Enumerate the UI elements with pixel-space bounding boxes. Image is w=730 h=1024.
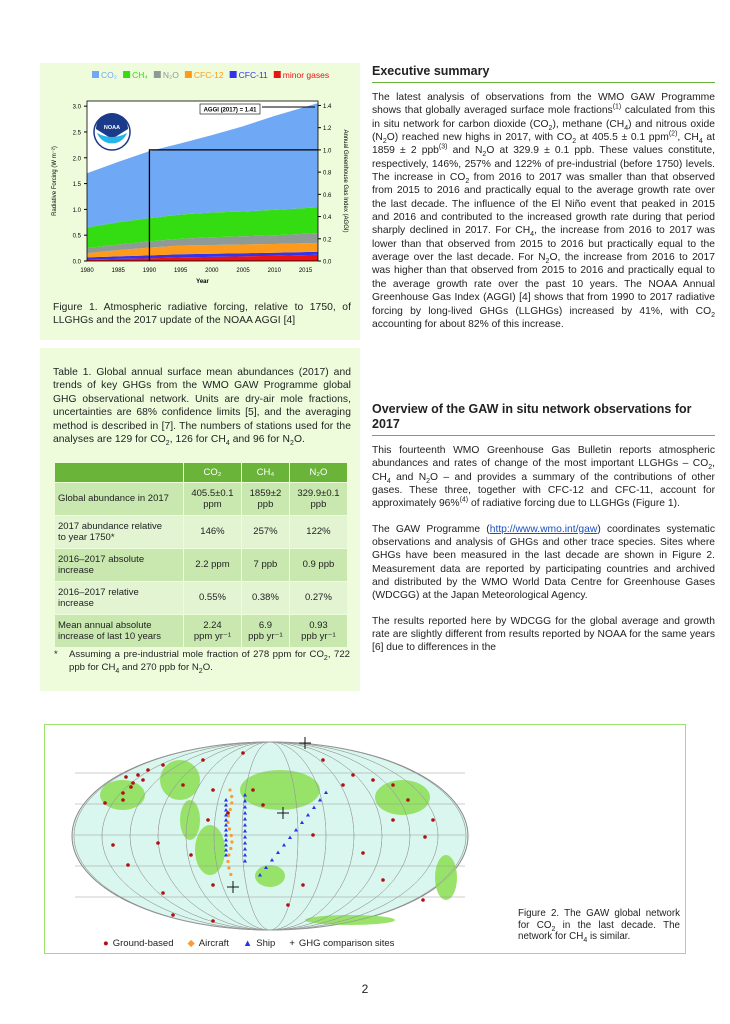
executive-summary-body <box>372 91 715 331</box>
text-segment: O. <box>293 434 305 446</box>
table-cell: 0.9 ppb <box>289 549 347 582</box>
ground-based-site <box>111 843 115 847</box>
ground-based-site <box>121 798 125 802</box>
y2-axis-label: Annual Greenhouse Gas Index (AGGI) <box>342 129 348 233</box>
ground-based-site <box>341 783 345 787</box>
table-header-row <box>55 463 348 483</box>
ground-based-site <box>181 783 185 787</box>
landmass <box>180 800 200 840</box>
aircraft-site <box>229 873 232 876</box>
y-axis-label: Radiative Forcing (W m⁻²) <box>52 146 58 216</box>
ground-based-site <box>211 919 215 923</box>
text-segment: 4 <box>698 138 703 146</box>
paragraph <box>372 444 715 511</box>
overview-body <box>372 444 715 655</box>
ground-based-site <box>131 781 135 785</box>
text-segment: The GAW Programme ( <box>372 523 490 535</box>
ground-based-site <box>371 778 375 782</box>
table-1-caption <box>53 366 351 446</box>
text-segment: (1) <box>612 103 622 111</box>
table-cell: 146% <box>183 516 241 549</box>
ground-based-site <box>211 788 215 792</box>
heading-rule <box>372 435 715 436</box>
ground-based-site <box>301 883 305 887</box>
ground-based-site <box>146 768 150 772</box>
text-segment: 4 <box>225 440 230 448</box>
x-axis-label: Year <box>196 279 209 285</box>
ground-based-site <box>126 863 130 867</box>
legend-label: CFC-12 <box>193 70 224 80</box>
text-segment: (4) <box>459 496 469 504</box>
landmass <box>195 825 225 875</box>
table-cell: 0.27% <box>289 582 347 615</box>
ground-based-site <box>361 851 365 855</box>
ground-based-site <box>136 773 140 777</box>
col-n2o: N₂O <box>289 463 347 483</box>
text-segment: 4 <box>386 477 391 485</box>
text-segment: at 405.5 ± 0.1 ppm <box>576 132 669 144</box>
text-segment: , CH <box>372 458 715 483</box>
legend-label: CH₄ <box>132 70 148 80</box>
table-cell: 2.24 ppm yr⁻¹ <box>183 615 241 648</box>
ground-based-site <box>421 898 425 902</box>
aircraft-site <box>229 847 232 850</box>
text-segment: 2 <box>198 667 203 675</box>
text-segment: from 2016 to 2017 was smaller than that observed from 2015 to 2016 and practically equal to the average growth rate over the last decade. The influence of the El Niño event that peaked in 2015 and 2016 and contributed to the increased growth rate during that period sharply declined in 2017. For CH <box>372 172 715 237</box>
ghg-abundance-table <box>54 462 348 648</box>
footnote-text <box>54 649 350 674</box>
row-label: 2016–2017 relative increase <box>55 582 184 615</box>
legend-item <box>103 938 173 949</box>
table-row <box>55 582 348 615</box>
text-segment: Figure 2. The GAW global network for CO <box>518 908 680 931</box>
landmass <box>375 780 430 815</box>
row-label: 2016–2017 absolute increase <box>55 549 184 582</box>
table-row <box>55 615 348 648</box>
executive-summary-heading: Executive summary <box>372 64 490 78</box>
figure-1-box <box>40 63 360 340</box>
map-legend <box>103 938 394 949</box>
y2-tick-label: 1.2 <box>323 126 332 133</box>
legend-swatch <box>154 71 161 78</box>
table-row <box>55 549 348 582</box>
legend-item <box>289 938 394 949</box>
text-segment: is similar. <box>587 931 631 942</box>
aircraft-site <box>226 860 229 863</box>
table-cell: 257% <box>242 516 290 549</box>
text-segment: 2 <box>382 138 387 146</box>
ship-marker-icon: ▲ <box>242 938 253 949</box>
ground-based-site <box>391 818 395 822</box>
ground-based-site <box>431 818 435 822</box>
text-segment: 2 <box>545 258 550 266</box>
ground-based-site <box>103 801 107 805</box>
text-segment: O – and provides a summary of the contributions of other gases. These three, together with CFC-12 and CFC-11, account for approximately 96% <box>372 471 715 510</box>
text-segment: and 270 ppb for N <box>119 661 199 673</box>
row-label: Mean annual absolute increase of last 10 years <box>55 615 184 648</box>
text-segment: O) reached new highs in 2017, with CO <box>386 132 573 144</box>
text-segment: , 126 for CH <box>169 434 226 446</box>
ground-based-site <box>241 751 245 755</box>
heading-rule <box>372 82 715 83</box>
text-segment: ), methane (CH <box>552 118 625 130</box>
radiative-forcing-chart <box>40 63 360 293</box>
text-segment: and 96 for N <box>229 434 290 446</box>
figure-2-caption <box>518 908 680 943</box>
ground-based-site <box>351 773 355 777</box>
text-segment: ) coordinates systematic observations and analysis of GHGs and other trace species. Sites where GHGs have been measured in the last decade are shown in Figure 2. Measurement data are reported by participating countries and archived and distributed by the WMO World Data Centre for Greenhouse Gases (WDCGG) at the Japan Meteorological Agency. <box>372 523 715 602</box>
text-segment: 2 <box>548 124 553 132</box>
text-segment: 2 <box>323 654 328 662</box>
paragraph <box>372 615 715 655</box>
text-segment: 2 <box>289 440 294 448</box>
text-segment: (3) <box>438 143 448 151</box>
text-segment: of radiative forcing due to LLGHGs (Figure 1). <box>468 498 680 510</box>
text-segment: O. <box>202 661 213 673</box>
ground-based-site <box>206 818 210 822</box>
row-label: Global abundance in 2017 <box>55 483 184 516</box>
text-segment: O, the increase from 2016 to 2017 was higher than that observed from 2015 to 2016 and practically equal to the average growth rate over the past 10 years. The NOAA Annual Greenhouse Gas Index (AGGI) [4] shows that from 1990 to 2017 radiative forcing by long-lived GHGs (LLGHGs) increased by 41%, with CO <box>372 252 715 317</box>
gaw-network-map <box>45 725 495 935</box>
y2-tick-label: 0.8 <box>323 170 332 177</box>
table-1-box <box>40 348 360 691</box>
table-cell: 0.38% <box>242 582 290 615</box>
x-tick-label: 2000 <box>205 268 219 274</box>
text-segment: The latest analysis of observations from the WMO GAW Programme shows that globally averaged surface mole fractions <box>372 92 715 117</box>
aggi-annotation: AGGI (2017) = 1.41 <box>203 107 257 114</box>
text-segment: 4 <box>583 936 588 944</box>
y2-tick-label: 0.6 <box>323 192 332 199</box>
figure-1-caption: Figure 1. Atmospheric radiative forcing, relative to 1750, of LLGHGs and the 2017 update of the NOAA AGGI [4] <box>53 302 351 327</box>
text-segment: 4 <box>115 667 120 675</box>
legend-item <box>243 938 275 949</box>
y-tick-label: 0.0 <box>72 259 81 266</box>
table-footnote <box>54 649 350 674</box>
overview-section <box>372 402 715 655</box>
text-segment: 2 <box>551 925 556 933</box>
y-tick-label: 1.5 <box>72 182 81 189</box>
x-tick-label: 1990 <box>142 268 157 274</box>
table-cell: 405.5±0.1 ppm <box>183 483 241 516</box>
text-segment: at 1859 ± 2 ppb <box>372 132 715 157</box>
aircraft-site <box>230 795 233 798</box>
legend-label: N₂O <box>162 70 179 80</box>
page-number: 2 <box>361 982 369 996</box>
ground-based-site <box>161 763 165 767</box>
row-label: 2017 abundance relative to year 1750* <box>55 516 184 549</box>
aircraft-site <box>228 827 231 830</box>
text-segment: 2 <box>708 464 713 472</box>
legend-swatch <box>92 71 99 78</box>
text-segment: and N <box>447 145 483 157</box>
figure-2-box <box>44 724 686 954</box>
table-cell: 2.2 ppm <box>183 549 241 582</box>
y2-tick-label: 0.0 <box>323 259 332 266</box>
table-cell: 0.93 ppb yr⁻¹ <box>289 615 347 648</box>
text-segment: This fourteenth WMO Greenhouse Gas Bulletin reports atmospheric abundances and rates of change of the most important LLGHGs – CO <box>372 445 715 470</box>
ground-based-site <box>286 903 290 907</box>
text-segment: calculated from this in situ network for carbon dioxide (CO <box>372 105 715 130</box>
text-segment: 4 <box>624 124 629 132</box>
ground-based-site <box>156 841 160 845</box>
table-cell: 329.9±0.1 ppb <box>289 483 347 516</box>
y-tick-label: 2.0 <box>72 156 81 163</box>
text-segment: , the increase from 2016 to 2017 was lower than that observed from 2015 to 2016 but practically equal to the average over the last decade. For N <box>372 225 715 264</box>
ground-based-site <box>189 853 193 857</box>
y-tick-label: 3.0 <box>72 104 81 111</box>
y2-tick-label: 0.2 <box>323 237 332 244</box>
legend-label: GHG comparison sites <box>298 938 395 949</box>
gaw-link[interactable]: http://www.wmo.int/gaw <box>489 523 598 535</box>
legend-swatch <box>185 71 192 78</box>
text-segment: (2) <box>668 130 678 138</box>
ground-based-site <box>423 835 427 839</box>
x-tick-label: 2005 <box>236 268 250 274</box>
noaa-logo <box>94 113 130 150</box>
ground-based-site <box>381 878 385 882</box>
text-segment: , 722 ppb for CH <box>69 649 350 673</box>
ground-based-site <box>251 788 255 792</box>
text-segment: 4 <box>530 231 535 239</box>
x-tick-label: 2015 <box>298 268 313 274</box>
text-segment: The results reported here by WDCGG for the global average and growth rate are slightly different from results reported by NOAA for the same years [6] due to differences in the <box>372 615 715 654</box>
table-cell: 1859±2 ppb <box>242 483 290 516</box>
svg-text:NOAA: NOAA <box>103 125 121 131</box>
text-segment: 2 <box>482 151 487 159</box>
ground-based-site <box>311 833 315 837</box>
table-row <box>55 483 348 516</box>
text-segment: in the last decade. The network for CH <box>518 919 680 942</box>
legend-label: CFC-11 <box>238 70 268 80</box>
legend-item <box>187 938 228 949</box>
text-segment: 2 <box>711 311 715 319</box>
ground-based-site <box>226 811 230 815</box>
legend-label: Ground-based <box>112 938 174 949</box>
ghg-comparison-sites-marker-icon: + <box>289 938 295 949</box>
text-segment: Table 1. Global annual surface mean abundances (2017) and trends of key GHGs from the WMO GAW Programme global GHG observational network. Units are dry-air mole fractions, uncertainties are 68% confidence limits [5], and the averaging method is described in [7]. The numbers of stations used for the analyses are 129 for CO <box>53 367 351 446</box>
legend-label: CO₂ <box>101 70 118 80</box>
ground-based-site <box>391 783 395 787</box>
table-cell: 0.55% <box>183 582 241 615</box>
ground-based-site <box>121 791 125 795</box>
text-segment: , CH <box>677 132 699 144</box>
ground-based-site <box>261 803 265 807</box>
table-cell: 122% <box>289 516 347 549</box>
x-tick-label: 2010 <box>267 268 281 274</box>
footnote-mark: * <box>54 649 58 660</box>
ground-based-site <box>171 913 175 917</box>
aircraft-site <box>229 808 232 811</box>
legend-label: Aircraft <box>198 938 229 949</box>
legend-label: minor gases <box>282 70 330 80</box>
executive-summary-section <box>372 64 715 331</box>
aircraft-site <box>228 788 231 791</box>
text-segment: Assuming a pre-industrial mole fraction of 278 ppm for CO <box>69 649 324 660</box>
ground-based-site <box>141 778 145 782</box>
text-segment: 2 <box>465 178 470 186</box>
text-segment: 2 <box>572 138 577 146</box>
x-tick-label: 1995 <box>173 268 188 274</box>
legend-label: Ship <box>256 938 276 949</box>
y2-tick-label: 1.4 <box>323 103 332 110</box>
aircraft-site <box>230 840 233 843</box>
map-ellipse <box>72 742 468 930</box>
text-segment: O at 329.9 ± 0.1 ppb. These values constitute, respectively, 146%, 257% and 122% of pre-industrial (before 1750) levels. The increase in CO <box>372 145 716 184</box>
aircraft-marker-icon: ◆ <box>187 938 195 949</box>
text-segment: and N <box>390 471 427 483</box>
ground-based-site <box>406 798 410 802</box>
legend-swatch <box>230 71 237 78</box>
y-tick-label: 1.0 <box>72 207 81 214</box>
ground-based-marker-icon: ● <box>103 938 109 949</box>
text-segment: 2 <box>426 477 431 485</box>
text-segment: accounting for about 82% of this increase. <box>372 318 564 330</box>
landmass <box>305 915 395 925</box>
table-cell: 6.9 ppb yr⁻¹ <box>242 615 290 648</box>
paragraph <box>372 91 715 331</box>
y-tick-label: 2.5 <box>72 130 81 137</box>
y-tick-label: 0.5 <box>72 233 81 240</box>
aircraft-site <box>230 834 233 837</box>
x-tick-label: 1980 <box>80 268 94 274</box>
ground-based-site <box>124 775 128 779</box>
text-segment: ) and nitrous oxide (N <box>372 118 716 144</box>
legend-swatch <box>274 71 281 78</box>
legend-swatch <box>123 71 130 78</box>
table-cell: 7 ppb <box>242 549 290 582</box>
y2-tick-label: 1.0 <box>323 148 332 155</box>
ground-based-site <box>129 785 133 789</box>
col-ch4: CH₄ <box>242 463 290 483</box>
ground-based-site <box>201 758 205 762</box>
x-tick-label: 1985 <box>111 268 125 274</box>
aircraft-site <box>230 801 233 804</box>
aircraft-site <box>227 866 230 869</box>
ground-based-site <box>161 891 165 895</box>
paragraph <box>372 523 715 603</box>
ground-based-site <box>211 883 215 887</box>
landmass <box>100 780 145 810</box>
text-segment: 2 <box>165 440 170 448</box>
y2-tick-label: 0.4 <box>323 215 332 222</box>
table-row <box>55 516 348 549</box>
col-co2: CO₂ <box>183 463 241 483</box>
aircraft-site <box>227 853 230 856</box>
overview-heading: Overview of the GAW in situ network observations for 2017 <box>372 402 692 431</box>
ground-based-site <box>321 758 325 762</box>
